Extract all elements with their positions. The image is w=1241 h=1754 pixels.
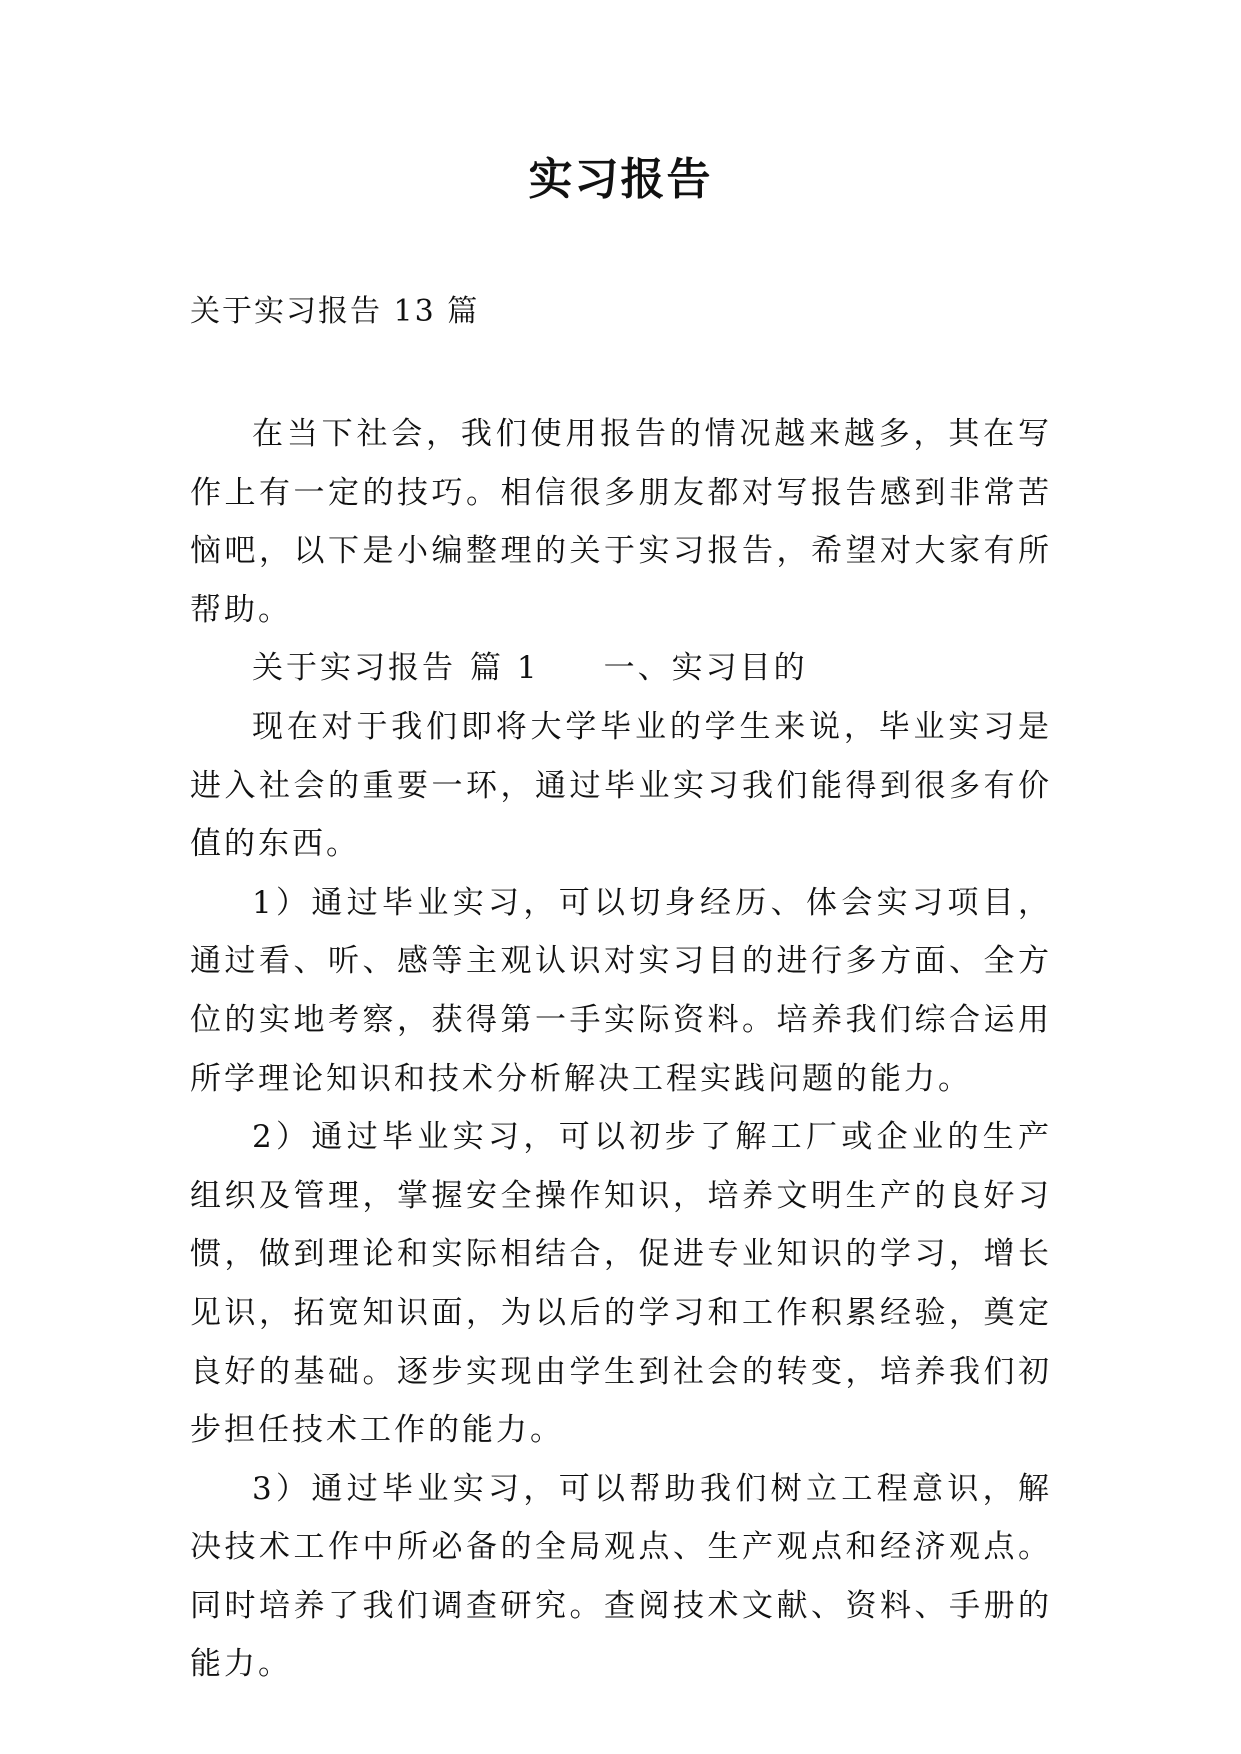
body-paragraph: 3）通过毕业实习，可以帮助我们树立工程意识，解决技术工作中所必备的全局观点、生产观点和经济观点。同时培养了我们调查研究。查阅技术文献、资料、手册的能力。 xyxy=(190,1470,1052,1683)
section-heading-text: 一、实习目的 xyxy=(603,650,808,687)
intro-paragraph: 在当下社会，我们使用报告的情况越来越多，其在写作上有一定的技巧。相信很多朋友都对写报告感到非常苦恼吧，以下是小编整理的关于实习报告，希望对大家有所帮助。 xyxy=(190,416,1052,628)
section-part-label: 关于实习报告 xyxy=(252,650,456,687)
body-paragraph: 2）通过毕业实习，可以初步了解工厂或企业的生产组织及管理，掌握安全操作知识，培养文明生产的良好习惯，做到理论和实际相结合，促进专业知识的学习，增长见识，拓宽知识面，为以后的学习和工作积累经验，奠定良好的基础。逐步实现由学生到社会的转变，培养我们初步担任技术工作的能力。 xyxy=(190,1119,1052,1449)
document-body xyxy=(190,405,1052,1694)
document-subtitle: 关于实习报告 13 篇 xyxy=(190,294,480,329)
section-part-number: 篇 1 xyxy=(470,650,540,687)
section-heading xyxy=(190,639,1052,698)
body-paragraph: 现在对于我们即将大学毕业的学生来说，毕业实习是进入社会的重要一环，通过毕业实习我们能得到很多有价值的东西。 xyxy=(190,708,1052,863)
document-title: 实习报告 xyxy=(528,154,713,205)
body-paragraph: 1）通过毕业实习，可以切身经历、体会实习项目，通过看、听、感等主观认识对实习目的进行多方面、全方位的实地考察，获得第一手实际资料。培养我们综合运用所学理论知识和技术分析解决工程实践问题的能力。 xyxy=(190,884,1052,1097)
